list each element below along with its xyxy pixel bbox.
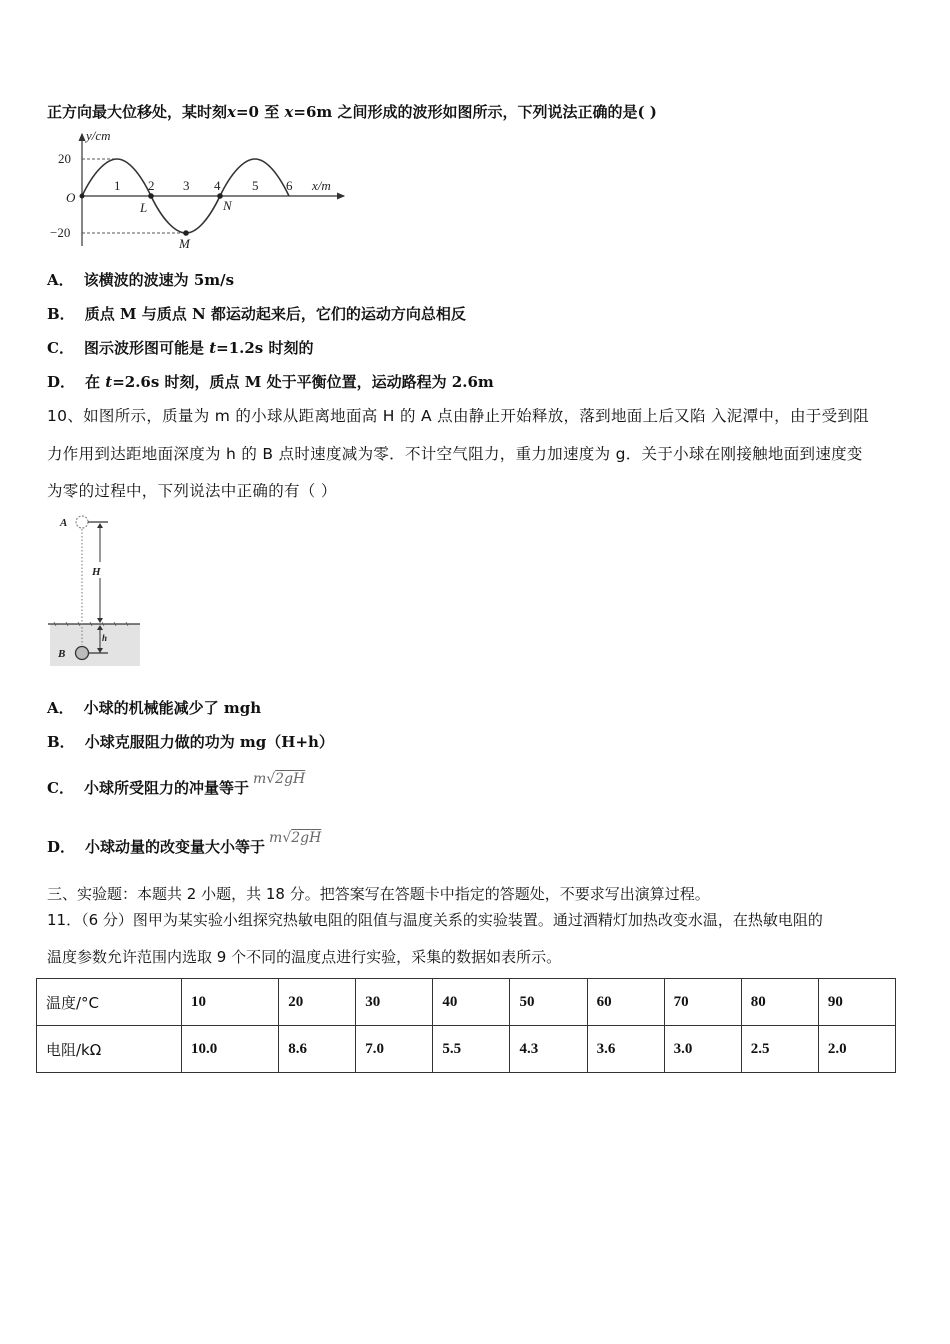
table-cell: 60 xyxy=(587,979,664,1026)
formula-m-sqrt-2gH: m√2gH xyxy=(269,830,322,846)
svg-text:5: 5 xyxy=(252,178,259,193)
x-axis-label: x/m xyxy=(312,178,331,193)
point-N xyxy=(217,193,223,199)
q9-option-b: B． 质点 M 与质点 N 都运动起来后，它们的运动方向总相反 xyxy=(47,305,466,323)
temperature-resistance-table xyxy=(36,978,896,1073)
table-cell: 20 xyxy=(279,979,356,1026)
point-M xyxy=(183,230,189,236)
q9-stem-eq6: =6m xyxy=(293,103,333,121)
label-b: B xyxy=(58,648,66,660)
y-tick-20: 20 xyxy=(58,151,71,166)
table-cell: 80 xyxy=(741,979,818,1026)
table-row-resistance xyxy=(37,1026,896,1073)
table-cell: 10 xyxy=(182,979,279,1026)
svg-text:4: 4 xyxy=(214,178,221,193)
ball-a-icon xyxy=(76,516,88,528)
q10-option-a: A． 小球的机械能减少了 mgh xyxy=(47,699,262,717)
section-3-heading: 三、实验题：本题共 2 小题，共 18 分。把答案写在答题卡中指定的答题处，不要求写出演算过程。 xyxy=(47,885,710,903)
table-cell: 7.0 xyxy=(356,1026,433,1073)
svg-text:6: 6 xyxy=(286,178,293,193)
table-cell: 3.6 xyxy=(587,1026,664,1073)
formula-m-sqrt-2gH: m√2gH xyxy=(252,771,306,787)
origin-label: O xyxy=(66,190,76,205)
table-cell: 2.5 xyxy=(741,1026,818,1073)
table-cell: 5.5 xyxy=(433,1026,510,1073)
svg-text:1: 1 xyxy=(114,178,121,193)
table-cell: 90 xyxy=(818,979,895,1026)
table-cell: 30 xyxy=(356,979,433,1026)
table-cell: 50 xyxy=(510,979,587,1026)
row-header-resistance: 电阻/kΩ xyxy=(37,1026,182,1073)
table-cell: 8.6 xyxy=(279,1026,356,1073)
table-cell: 2.0 xyxy=(818,1026,895,1073)
label-a: A xyxy=(60,517,68,529)
point-M-label: M xyxy=(179,236,190,250)
label-h: h xyxy=(102,633,108,643)
table-row-temperature xyxy=(37,979,896,1026)
q11-stem-line-2: 温度参数允许范围内选取 9 个不同的温度点进行实验，采集的数据如表所示。 xyxy=(47,948,562,966)
ball-b-icon xyxy=(76,647,89,660)
label-H: H xyxy=(92,566,101,578)
y-axis-label: y/cm xyxy=(86,128,111,143)
point-L xyxy=(148,193,154,199)
q9-option-d: D． 在 t=2.6s 时刻，质点 M 处于平衡位置，运动路程为 2.6m xyxy=(47,373,494,391)
table-cell: 40 xyxy=(433,979,510,1026)
q9-var-x: x xyxy=(284,103,294,121)
q9-stem-text-1: 正方向最大位移处，某时刻 xyxy=(47,103,228,121)
table-cell: 3.0 xyxy=(664,1026,741,1073)
q9-stem xyxy=(47,102,657,122)
table-cell: 10.0 xyxy=(182,1026,279,1073)
q9-option-c: C． 图示波形图可能是 t=1.2s 时刻的 xyxy=(47,339,314,357)
point-L-label: L xyxy=(140,200,148,215)
q10-option-b: B． 小球克服阻力做的功为 mg（H+h） xyxy=(47,733,334,751)
q10-option-c: C． 小球所受阻力的冲量等于 m√2gH xyxy=(47,771,306,797)
q9-option-a: A． 该横波的波速为 5m/s xyxy=(47,271,235,289)
table-cell: 4.3 xyxy=(510,1026,587,1073)
q10-stem-line-1: 10、如图所示，质量为 m 的小球从距离地面高 H 的 A 点由静止开始释放，落到地面上后又陷 入泥潭中，由于受到阻 xyxy=(47,407,869,425)
q11-stem-line-1: 11．（6 分）图甲为某实验小组探究热敏电阻的阻值与温度关系的实验装置。通过酒精灯加热改变水温，在热敏电阻的 xyxy=(47,911,823,929)
point-N-label: N xyxy=(223,198,232,213)
q9-stem-text-2: 之间形成的波形如图所示，下列说法正确的是( ) xyxy=(332,103,657,121)
q9-var-x: x xyxy=(227,103,236,121)
q10-stem-line-3: 为零的过程中，下列说法中正确的有（ ） xyxy=(47,482,337,500)
svg-text:3: 3 xyxy=(183,178,190,193)
svg-text:2: 2 xyxy=(148,178,155,193)
q9-stem-eq0: =0 至 xyxy=(235,103,285,121)
q10-option-d: D． 小球动量的改变量大小等于 m√2gH xyxy=(47,830,322,856)
row-header-temperature: 温度/°C xyxy=(37,979,182,1026)
q10-stem-line-2: 力作用到达距地面深度为 h 的 B 点时速度减为零．不计空气阻力，重力加速度为 g．关于小球在刚接触地面到速度变 xyxy=(47,445,863,463)
wave-graph-figure xyxy=(48,128,348,250)
falling-ball-figure xyxy=(44,508,144,672)
y-tick-neg20: −20 xyxy=(50,225,71,240)
table-cell: 70 xyxy=(664,979,741,1026)
